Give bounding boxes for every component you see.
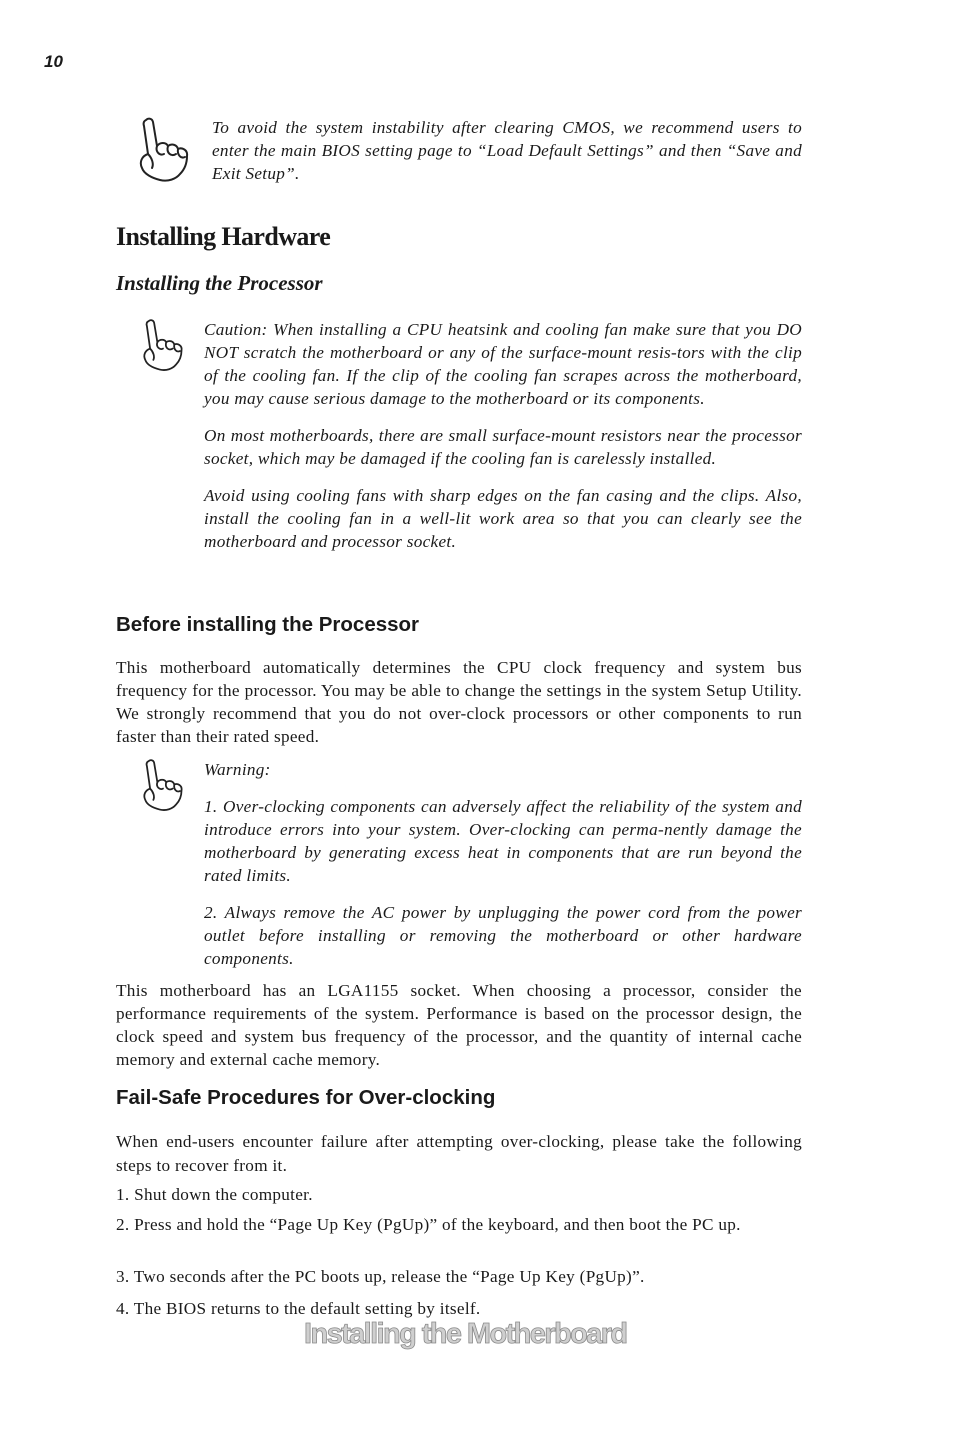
footer-title: Installing the Motherboard xyxy=(304,1318,627,1350)
before-installing-heading: Before installing the Processor xyxy=(116,613,420,636)
warning-label: Warning: xyxy=(204,760,271,779)
failsafe-heading: Fail-Safe Procedures for Over-clocking xyxy=(116,1086,496,1109)
step-item: 1. Shut down the computer. xyxy=(116,1185,313,1204)
before-installing-paragraph: This motherboard automatically determines the CPU clock frequency and system bus frequency for the processor. You may be able to change the settings in the system Setup Utility. We strongly recommend that you do not over-clock processors or other components to run faster than their rated speed. xyxy=(116,658,802,746)
failsafe-intro: When end-users encounter failure after attempting over-clocking, please take the following steps to recover from it. xyxy=(116,1132,802,1175)
step-item: 2. Press and hold the “Page Up Key (PgUp)” of the keyboard, and then boot the PC up. xyxy=(116,1215,741,1234)
section-title: Installing Hardware xyxy=(116,222,331,251)
caution-paragraph: Avoid using cooling fans with sharp edges on the fan casing and the clips. Also, install the cooling fan in a well-lit work area so that you can clearly see the motherboard and processor socket. xyxy=(204,486,802,551)
page-number: 10 xyxy=(44,52,63,71)
socket-paragraph: This motherboard has an LGA1155 socket. When choosing a processor, consider the performance requirements of the system. Performance is based on the processor design, the clock speed and system bus frequency of the processor, and the quantity of internal cache memory and external cache memory. xyxy=(116,981,802,1069)
subsection-title: Installing the Processor xyxy=(116,271,323,295)
caution-paragraph: Caution: When installing a CPU heatsink and cooling fan make sure that you DO NOT scratch the motherboard or any of the surface-mount resis-tors with the clip of the cooling fan. If the clip of the cooling fan scrapes across the motherboard, you may cause serious damage to the motherboard or its components. xyxy=(204,320,802,408)
pointing-hand-icon xyxy=(140,318,186,376)
step-item: 3. Two seconds after the PC boots up, release the “Page Up Key (PgUp)”. xyxy=(116,1267,645,1286)
warning-paragraph: 2. Always remove the AC power by unplugging the power cord from the power outlet before installing or removing the motherboard or other hardware components. xyxy=(204,903,802,968)
pointing-hand-icon xyxy=(140,758,186,816)
note-top-text: To avoid the system instability after clearing CMOS, we recommend users to enter the main BIOS setting page to “Load Default Settings” and then “Save and Exit Setup”. xyxy=(212,118,802,183)
step-item: 4. The BIOS returns to the default setting by itself. xyxy=(116,1299,481,1318)
caution-paragraph: On most motherboards, there are small surface-mount resistors near the processor socket, which may be damaged if the cooling fan is carelessly installed. xyxy=(204,426,802,468)
pointing-hand-icon xyxy=(136,116,192,188)
warning-paragraph: 1. Over-clocking components can adversely affect the reliability of the system and introduce errors into your system. Over-clocking can perma-nently damage the motherboard by generating excess heat in components that are run beyond the rated limits. xyxy=(204,797,802,885)
